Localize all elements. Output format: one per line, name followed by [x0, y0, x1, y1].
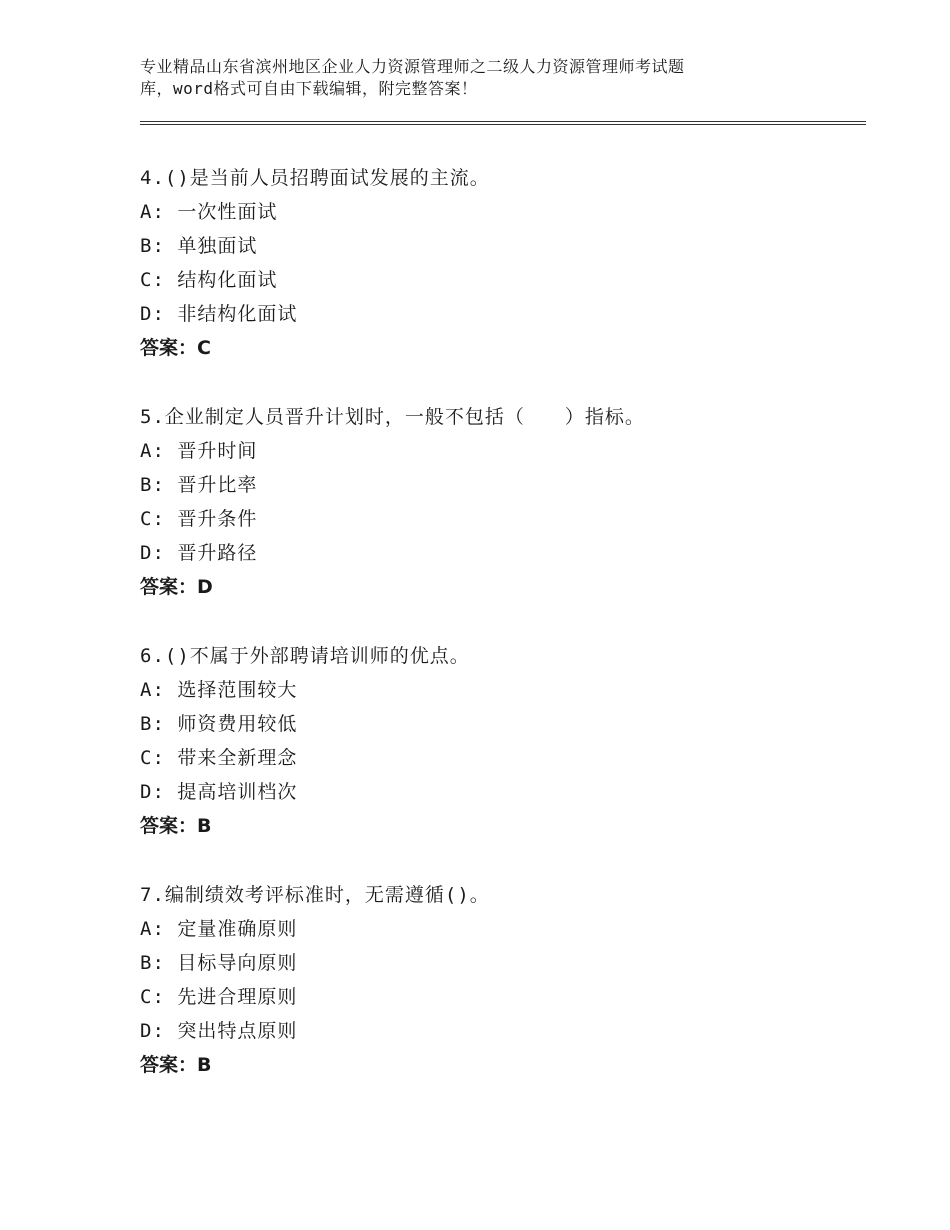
option-a: A: 定量准确原则 — [140, 918, 298, 940]
option-d: D: 非结构化面试 — [140, 303, 298, 325]
option-a: A: 晋升时间 — [140, 440, 258, 462]
option-b: B: 师资费用较低 — [140, 713, 298, 735]
option-a: A: 选择范围较大 — [140, 679, 298, 701]
option-b: B: 单独面试 — [140, 235, 258, 257]
option-b: B: 晋升比率 — [140, 474, 258, 496]
question-stem: 4.()是当前人员招聘面试发展的主流。 — [140, 167, 490, 189]
answer-label: 答案：D — [140, 576, 213, 598]
question-block — [140, 639, 866, 843]
option-d: D: 晋升路径 — [140, 542, 258, 564]
header-line-1: 专业精品山东省滨州地区企业人力资源管理师之二级人力资源管理师考试题 — [140, 57, 685, 76]
question-block — [140, 878, 866, 1082]
answer-label: 答案：B — [140, 815, 212, 837]
question-stem: 6.()不属于外部聘请培训师的优点。 — [140, 645, 470, 667]
answer-label: 答案：C — [140, 337, 211, 359]
option-d: D: 突出特点原则 — [140, 1020, 298, 1042]
option-c: C: 带来全新理念 — [140, 747, 298, 769]
document-header — [140, 56, 800, 100]
question-block — [140, 400, 866, 604]
header-line-2: 库，word格式可自由下载编辑，附完整答案！ — [140, 79, 478, 98]
option-c: C: 先进合理原则 — [140, 986, 298, 1008]
answer-label: 答案：B — [140, 1054, 212, 1076]
option-d: D: 提高培训档次 — [140, 781, 298, 803]
option-c: C: 晋升条件 — [140, 508, 258, 530]
header-divider-bottom — [140, 124, 866, 125]
question-stem: 7.编制绩效考评标准时，无需遵循()。 — [140, 884, 490, 906]
question-block — [140, 161, 866, 365]
question-stem: 5.企业制定人员晋升计划时，一般不包括（ ）指标。 — [140, 406, 645, 428]
option-b: B: 目标导向原则 — [140, 952, 298, 974]
header-divider-top — [140, 121, 866, 122]
option-c: C: 结构化面试 — [140, 269, 278, 291]
option-a: A: 一次性面试 — [140, 201, 278, 223]
